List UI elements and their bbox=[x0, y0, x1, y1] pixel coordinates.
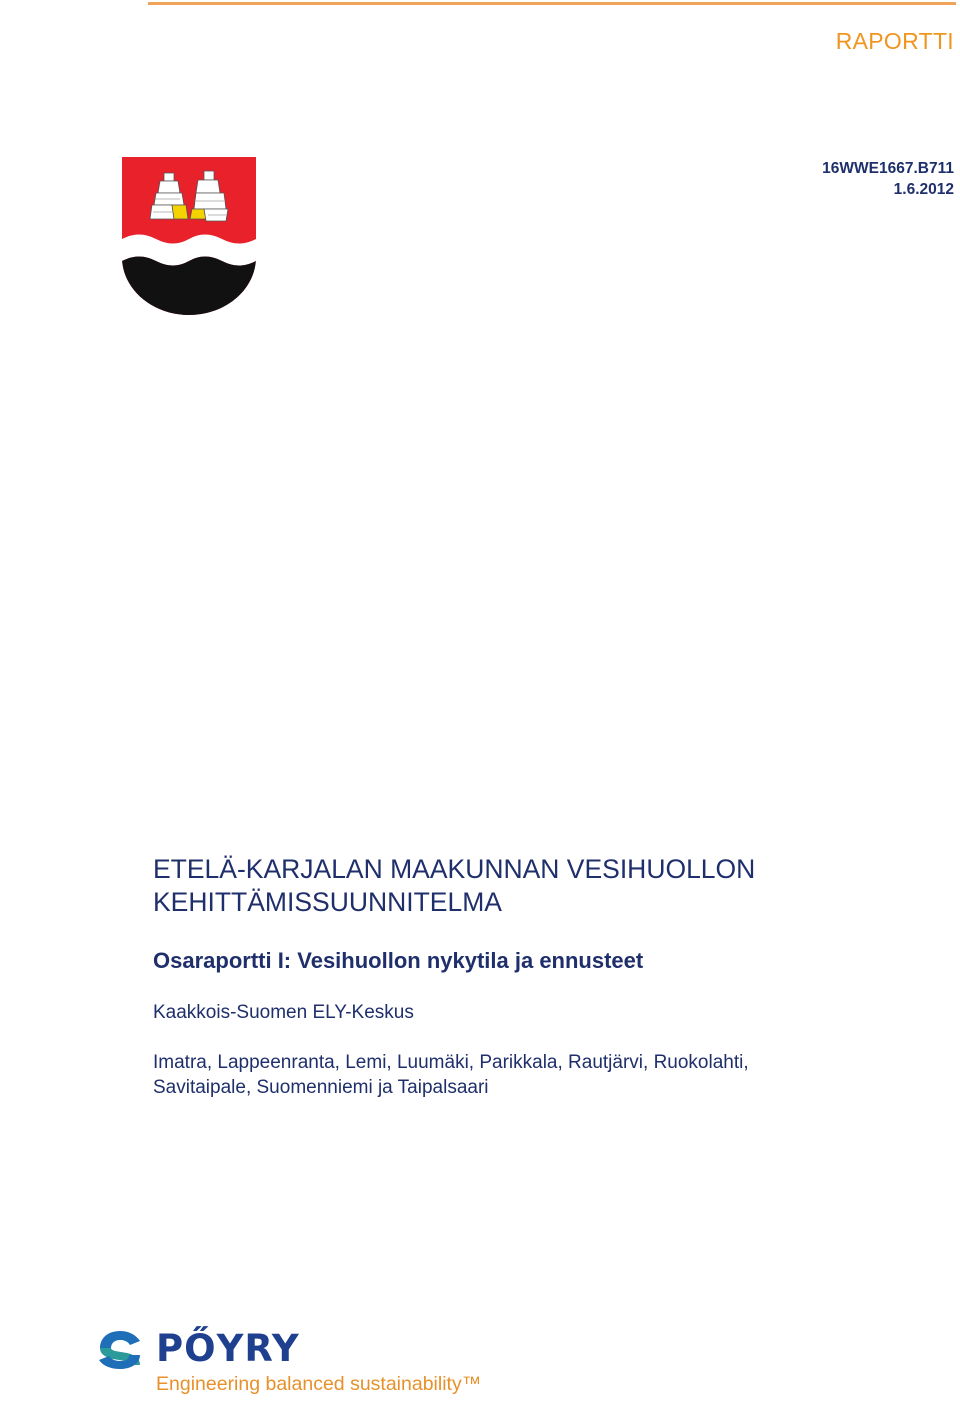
municipalities-line-1: Imatra, Lappeenranta, Lemi, Luumäki, Parikkala, Rautjärvi, Ruokolahti, bbox=[153, 1052, 749, 1073]
report-subtitle: Osaraportti I: Vesihuollon nykytila ja ennusteet bbox=[153, 948, 644, 973]
poyry-tagline: Engineering balanced sustainability™ bbox=[156, 1373, 482, 1395]
top-rule bbox=[148, 2, 956, 5]
municipalities-line-2: Savitaipale, Suomenniemi ja Taipalsaari bbox=[153, 1077, 489, 1098]
title-line-1: ETELÄ-KARJALAN MAAKUNNAN VESIHUOLLON bbox=[153, 854, 756, 884]
poyry-logo bbox=[97, 1326, 517, 1398]
document-date: 1.6.2012 bbox=[893, 181, 954, 198]
poyry-wordmark: PŐYRY bbox=[156, 1327, 300, 1370]
report-title bbox=[153, 853, 933, 919]
report-title-text bbox=[153, 853, 933, 919]
client-name: Kaakkois-Suomen ELY-Keskus bbox=[153, 1002, 414, 1023]
coat-of-arms-icon bbox=[122, 157, 256, 315]
title-line-2: KEHITTÄMISSUUNNITELMA bbox=[153, 887, 502, 917]
document-number: 16WWE1667.B711 bbox=[822, 160, 954, 177]
municipalities-list bbox=[153, 1050, 913, 1100]
document-type: RAPORTTI bbox=[835, 28, 954, 54]
document-meta bbox=[822, 158, 954, 200]
poyry-logo-icon bbox=[97, 1328, 143, 1372]
